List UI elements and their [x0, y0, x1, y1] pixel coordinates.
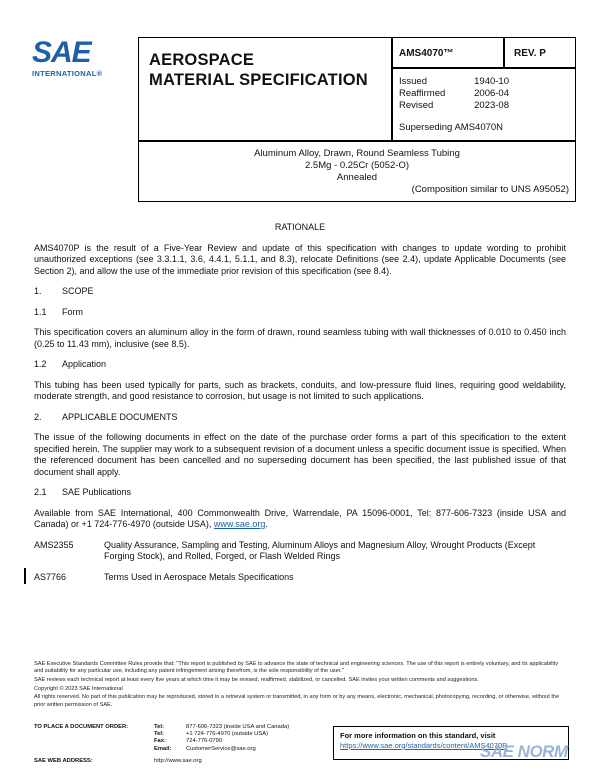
web-address-link[interactable]: http://www.sae.org: [154, 758, 202, 764]
info-heading: For more information on this standard, visit: [340, 731, 496, 740]
section-2-heading: [34, 412, 566, 424]
divider: [391, 38, 393, 140]
section-2-1-text: [34, 508, 566, 531]
order-contact-block: [34, 724, 289, 753]
section-2-1-heading: [34, 487, 566, 499]
date-row-reaffirmed: [399, 88, 509, 100]
material-line-2: 2.5Mg - 0.25Cr (5052-O): [304, 160, 409, 171]
section-title: APPLICABLE DOCUMENTS: [62, 411, 178, 422]
section-number: 2.: [34, 411, 42, 422]
contact-row: [34, 731, 289, 738]
material-title: [139, 148, 575, 196]
date-value: 2006-04: [474, 88, 509, 99]
legal-footer: [34, 661, 566, 710]
divider: [391, 67, 575, 69]
section-title: SCOPE: [62, 286, 94, 296]
section-number: 1.2: [34, 359, 47, 369]
sae-logo: [32, 38, 132, 78]
revision-label: REV. P: [514, 48, 546, 59]
divider: [503, 38, 505, 67]
section-1-1-heading: [34, 307, 566, 319]
section-title: SAE Publications: [62, 487, 132, 497]
footer-copyright: Copyright © 2023 SAE International: [34, 685, 123, 692]
reference-id: AS7766: [34, 571, 67, 582]
title-line-1: AEROSPACE: [149, 51, 255, 69]
section-1-2-text: This tubing has been used typically for parts, such as brackets, conduits, and low-pressure fluid lines, requiring good weldability, moderate strength, and good resistance to corrosion, but usage is not limited to such applications.: [34, 379, 566, 401]
date-label: Issued: [399, 76, 427, 87]
rationale-text: AMS4070P is the result of a Five-Year Review and update of this specification with changes to update wording to prohibit unauthorized exceptions (see 3.3.1.1, 3.6, 4.4.1, 5.1.1, and 8.3), relocate Definitions (see 2.4), update Applicable Documents (see Section 2), and allow the use of the immediate prior revision of this specification (see 8.4).: [34, 242, 566, 276]
superseding-note: Superseding AMS4070N: [399, 122, 504, 133]
contact-email[interactable]: CustomerService@sae.org: [186, 745, 256, 752]
contact-value: 724-776-0790: [186, 738, 223, 745]
contact-tag: Email:: [154, 745, 172, 752]
date-row-issued: [399, 76, 509, 88]
watermark: SAE NORM: [480, 742, 568, 761]
contact-value: 877-606-7323 (inside USA and Canada): [186, 724, 290, 730]
section-number: 1.1: [34, 306, 47, 317]
web-address-row: [34, 758, 202, 764]
contact-row: [34, 724, 289, 731]
material-line-1: Aluminum Alloy, Drawn, Round Seamless Tubing: [254, 148, 460, 159]
spec-header-box: [138, 37, 576, 202]
section-title: Application: [62, 359, 107, 369]
web-label: SAE WEB ADDRESS:: [34, 758, 93, 764]
sae-website-link[interactable]: www.sae.org: [213, 519, 266, 529]
section-1-1-text: This specification covers an aluminum alloy in the form of drawn, round seamless tubing with wall thicknesses of 0.010 to 0.450 inch (0.25 to 11.43 mm), inclusive (see 8.5).: [34, 327, 566, 349]
contact-row: [34, 738, 289, 745]
reference-row: [34, 572, 566, 584]
contact-value: +1 724-776-4970 (outside USA): [186, 731, 269, 738]
title-line-2: MATERIAL SPECIFICATION: [149, 71, 368, 89]
order-label: TO PLACE A DOCUMENT ORDER:: [34, 724, 129, 730]
spec-number: AMS4070™: [399, 48, 454, 59]
section-1-2-heading: [34, 359, 566, 371]
document-body: [34, 222, 566, 592]
reference-id: AMS2355: [34, 539, 74, 550]
section-title: Form: [62, 306, 83, 317]
sentence-end: .: [265, 519, 268, 529]
standard-url-link[interactable]: https://www.sae.org/standards/content/AMS4070P: [340, 741, 508, 750]
publisher-address: Available from SAE International, 400 Commonwealth Drive, Warrendale, PA 15096-0001, Tel: 877-606-7323 (inside USA and Canada) or +1 724-776-4970 (outside USA),: [34, 507, 566, 529]
reference-title: Quality Assurance, Sampling and Testing, Aluminum Alloys and Magnesium Alloy, Wrought Products (Except Forging Stock), and Rolled, Forged, or Flash Welded Rings: [104, 539, 536, 561]
contact-tag: Tel:: [154, 731, 164, 738]
date-value: 2023-08: [474, 100, 509, 111]
footer-rules-text: SAE Executive Standards Committee Rules provide that: "This report is published by SAE to advance the state of technical and engineering sciences. The use of this report is entirely voluntary, and its applicability and suitability for any particular use, including any patent infringement arising therefrom, is the sole responsibility of the user.": [34, 661, 559, 675]
section-1-heading: [34, 286, 566, 298]
material-line-3: Annealed: [336, 172, 378, 183]
reference-title: Terms Used in Aerospace Metals Specifications: [104, 571, 294, 582]
contact-row: [34, 746, 289, 753]
document-type-title: [149, 50, 368, 90]
date-value: 1940-10: [474, 76, 509, 87]
logo-mark: SAE: [32, 36, 91, 69]
logo-subtitle: INTERNATIONAL®: [32, 69, 103, 78]
change-bar: [24, 568, 26, 584]
date-table: [399, 76, 509, 112]
rationale-heading: RATIONALE: [274, 222, 326, 232]
footer-rights-text: All rights reserved. No part of this publication may be reproduced, stored in a retrieval system or transmitted, in any form or by any means, electronic, mechanical, photocopying, recording, or otherwise, without the prior written permission of SAE.: [34, 694, 560, 708]
divider: [139, 140, 575, 142]
section-number: 1.: [34, 286, 42, 296]
section-2-text: The issue of the following documents in effect on the date of the purchase order forms a part of this specification to the extent specified herein. The supplier may work to a subsequent revision of a document unless a specific document issue is specified. When the referenced document has been cancelled and no superseding document has been specified, the last published issue of that document shall apply.: [34, 432, 566, 477]
section-number: 2.1: [34, 487, 47, 497]
date-row-revised: [399, 100, 509, 112]
date-label: Reaffirmed: [399, 88, 446, 99]
composition-note: (Composition similar to UNS A95052): [411, 184, 569, 195]
contact-tag: Tel:: [154, 724, 164, 730]
reference-row: [34, 540, 566, 563]
contact-tag: Fax:: [154, 738, 166, 745]
date-label: Revised: [399, 100, 434, 111]
footer-review-text: SAE reviews each technical report at least every five years at which time it may be revised, reaffirmed, stabilized, or cancelled. SAE invites your written comments and suggestions.: [34, 676, 479, 683]
